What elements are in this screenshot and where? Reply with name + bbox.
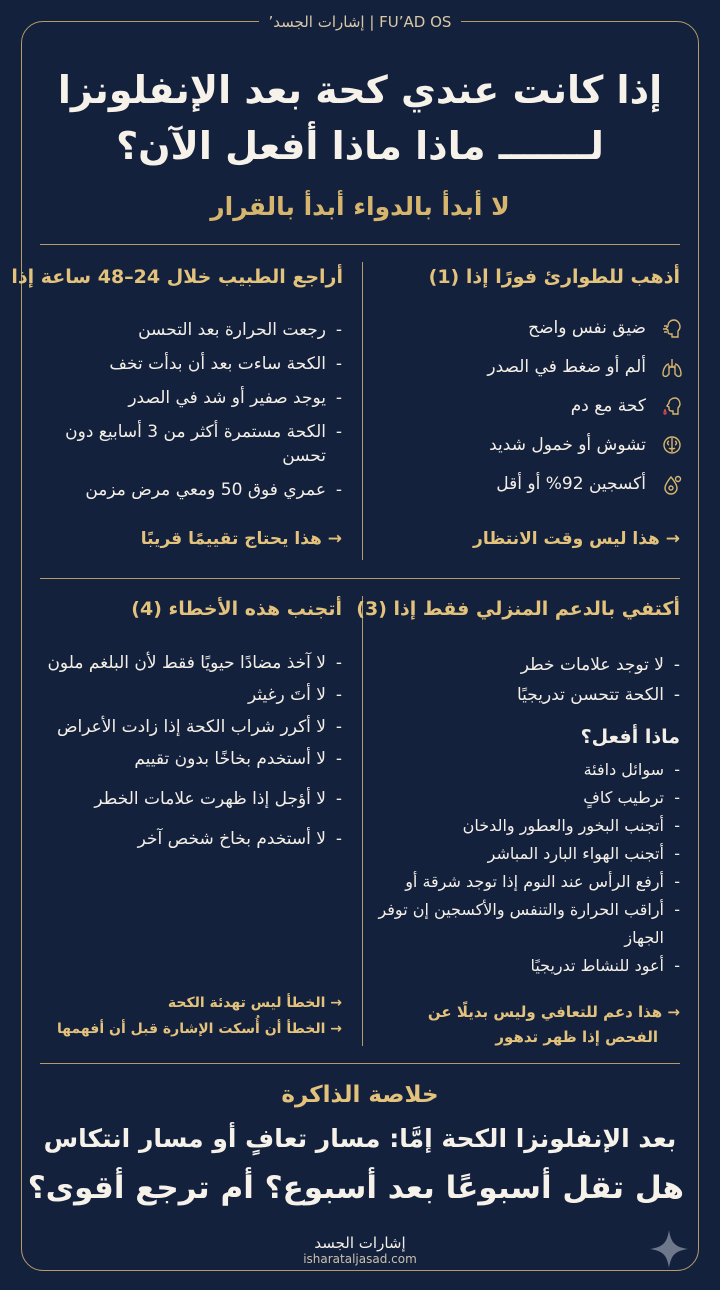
list-item-text: لا أستخدم بخاخ شخص آخر xyxy=(137,829,326,849)
emergency-note: → هذا ليس وقت الانتظار xyxy=(473,529,680,549)
brand-header xyxy=(0,12,720,31)
page-subtitle: لا أبدأ بالدواء أبدأ بالقرار xyxy=(210,192,510,221)
brain-icon xyxy=(660,434,684,458)
divider-vertical-upper xyxy=(362,262,363,560)
list-item-text: عمري فوق 50 ومعي مرض مزمن xyxy=(85,480,326,500)
list-item-text: أتجنب البخور والعطور والدخان xyxy=(462,816,664,835)
brand-label: FU’AD OS | إشارات الجسد’ xyxy=(259,13,462,31)
list-item-text: أراقب الحرارة والتنفس والأكسجين إن توفر الجهاز xyxy=(378,900,664,947)
summary-line-1: بعد الإنفلونزا الكحة إمَّا: مسار تعافٍ أو مسار انتكاس xyxy=(43,1124,677,1153)
emergency-list xyxy=(384,316,684,511)
list-item-text: لا توجد علامات خطر xyxy=(520,655,664,675)
summary-line-2: هل تقل أسبوعًا بعد أسبوع؟ أم ترجع أقوى؟ xyxy=(27,1170,684,1206)
mistakes-note-1: → الخطأ ليس تهدئة الكحة xyxy=(167,995,342,1011)
home-actions-list xyxy=(375,756,680,980)
list-item-text: أكسجين 92% أو أقل xyxy=(496,474,646,494)
list-item: - لا أؤجل إذا ظهرت علامات الخطر xyxy=(94,789,342,809)
list-item-text: الكحة ساءت بعد أن بدأت تخف xyxy=(109,354,326,374)
title-line-2: لـــــــ ماذا ماذا أفعل الآن؟ xyxy=(116,124,604,168)
doctor-note: → هذا يحتاج تقييمًا قريبًا xyxy=(140,529,342,549)
list-item-text: لا آخذ مضادًا حيويًا فقط لأن البلغم ملون xyxy=(47,653,326,673)
list-item-text: لا أكرر شراب الكحة إذا زادت الأعراض xyxy=(57,717,326,737)
list-item: - أرفع الرأس عند النوم إذا توجد شرقة أو xyxy=(405,872,680,891)
list-item-text: ضيق نفس واضح xyxy=(528,318,646,338)
footer-brand: إشارات الجسد xyxy=(314,1234,406,1252)
sparkle-icon xyxy=(646,1226,692,1272)
list-item-text: يوجد صفير أو شد في الصدر xyxy=(128,388,326,408)
list-item: - ترطيب كافٍ xyxy=(583,788,680,807)
list-item-text: لا أؤجل إذا ظهرت علامات الخطر xyxy=(94,789,326,809)
list-item: - أتجنب الهواء البارد المباشر xyxy=(487,844,680,863)
title-line-1: إذا كانت عندي كحة بعد الإنفلونزا xyxy=(57,68,663,112)
mistakes-note-2: → الخطأ أن أُسكت الإشارة قبل أن أفهمها xyxy=(57,1021,342,1037)
list-item: - لا آخذ مضادًا حيويًا فقط لأن البلغم ملون xyxy=(47,653,342,673)
doctor-title: أراجع الطبيب خلال 24–48 ساعة إذا xyxy=(11,266,343,288)
list-item-text: تشوش أو خمول شديد xyxy=(489,435,646,455)
list-item-text: أعود للنشاط تدريجيًا xyxy=(530,956,664,975)
list-item-text: سوائل دافئة xyxy=(583,760,664,779)
list-item-text: أرفع الرأس عند النوم إذا توجد شرقة أو xyxy=(405,872,664,891)
mistakes-title: أتجنب هذه الأخطاء (4) xyxy=(131,598,342,620)
list-item-text: رجعت الحرارة بعد التحسن xyxy=(138,320,326,340)
list-item: - رجعت الحرارة بعد التحسن xyxy=(138,320,342,340)
home-what-title: ماذا أفعل؟ xyxy=(580,726,680,748)
oxygen-drop-icon xyxy=(660,473,684,497)
home-note xyxy=(428,1000,680,1050)
home-title: أكتفي بالدعم المنزلي فقط إذا (3) xyxy=(356,598,680,620)
list-item-text: الكحة مستمرة أكثر من 3 أسابيع دون تحسن xyxy=(65,422,326,466)
list-item: - أراقب الحرارة والتنفس والأكسجين إن توفر الجهاز xyxy=(378,900,680,947)
page-title xyxy=(40,62,680,174)
list-item: - لا توجد علامات خطر xyxy=(520,655,680,675)
divider-vertical-lower xyxy=(362,596,363,1046)
mistakes-list xyxy=(42,650,342,852)
list-item-text: كحة مع دم xyxy=(570,396,646,416)
list-item: - عمري فوق 50 ومعي مرض مزمن xyxy=(85,480,342,500)
list-item xyxy=(384,316,684,355)
list-item-text: ترطيب كافٍ xyxy=(583,788,664,807)
list-item: - لا أستخدم بخاخ شخص آخر xyxy=(137,829,342,849)
list-item: - الكحة تتحسن تدريجيًا xyxy=(516,685,680,705)
doctor-list xyxy=(42,318,342,502)
list-item-text: لا أتَ رغيثر xyxy=(248,685,326,705)
emergency-title: أذهب للطوارئ فورًا إذا (1) xyxy=(428,266,680,288)
list-item: - سوائل دافئة xyxy=(583,760,680,779)
list-item: - لا أستخدم بخاخًا بدون تقييم xyxy=(134,749,342,769)
home-note-line-1: → هذا دعم للتعافي وليس بديلًا عن xyxy=(427,1003,680,1021)
list-item: - الكحة ساءت بعد أن بدأت تخف xyxy=(109,354,342,374)
divider-top xyxy=(40,244,680,245)
cough-blood-icon xyxy=(660,395,684,419)
list-item xyxy=(384,433,684,472)
footer-url: isharataljasad.com xyxy=(303,1252,417,1266)
home-note-line-2: الفحص إذا ظهر تدهور xyxy=(495,1028,658,1046)
list-item xyxy=(384,394,684,433)
list-item: - لا أتَ رغيثر xyxy=(248,685,342,705)
list-item: - أعود للنشاط تدريجيًا xyxy=(530,956,680,975)
list-item: - يوجد صفير أو شد في الصدر xyxy=(128,388,342,408)
divider-bottom xyxy=(40,1063,680,1064)
list-item: - الكحة مستمرة أكثر من 3 أسابيع دون تحسن xyxy=(65,422,342,466)
list-item-text: أتجنب الهواء البارد المباشر xyxy=(487,844,664,863)
mistakes-notes xyxy=(57,990,342,1042)
list-item-text: ألم أو ضغط في الصدر xyxy=(487,357,646,377)
summary-title: خلاصة الذاكرة xyxy=(281,1082,439,1108)
list-item-text: لا أستخدم بخاخًا بدون تقييم xyxy=(134,749,326,769)
divider-middle xyxy=(40,578,680,579)
list-item: - أتجنب البخور والعطور والدخان xyxy=(462,816,680,835)
home-conditions-list xyxy=(380,650,680,710)
breathing-icon xyxy=(660,317,684,341)
list-item: - لا أكرر شراب الكحة إذا زادت الأعراض xyxy=(57,717,342,737)
lungs-icon xyxy=(660,356,684,380)
footer xyxy=(0,1234,720,1266)
list-item-text: الكحة تتحسن تدريجيًا xyxy=(516,685,664,705)
list-item xyxy=(384,355,684,394)
list-item xyxy=(384,472,684,511)
